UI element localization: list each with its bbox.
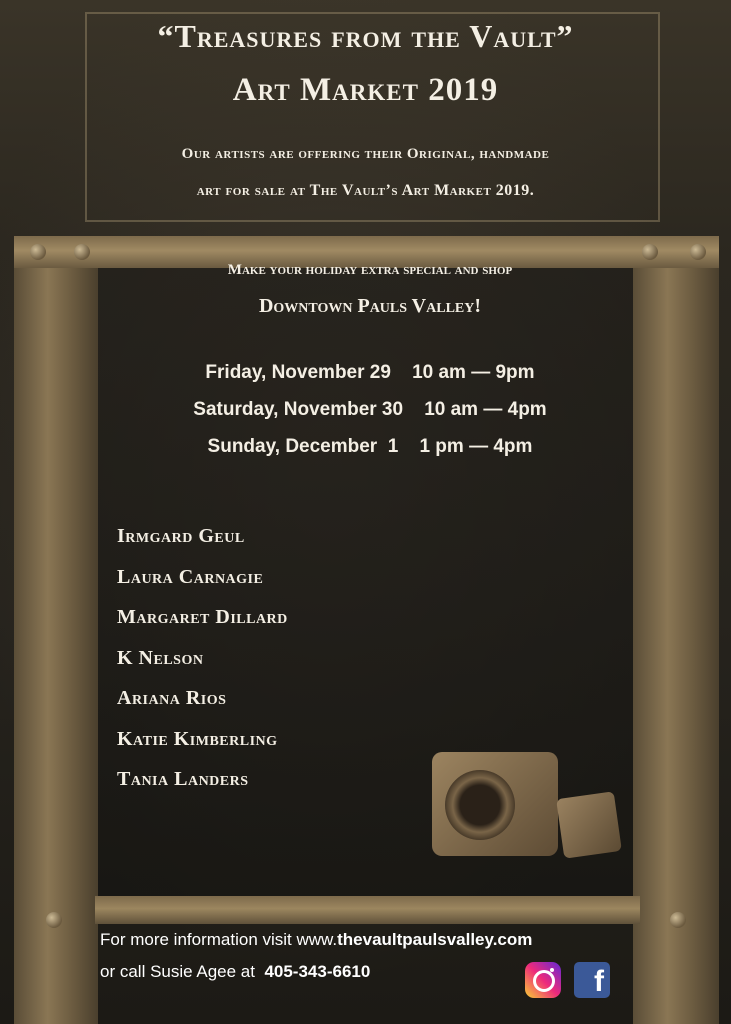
phone-number: 405-343-6610 [264,962,371,981]
rivet [690,244,706,260]
shop-line-1: Make your holiday extra special and shop [227,262,513,278]
facebook-icon[interactable]: f [574,962,610,998]
vault-lock-dial [445,770,515,840]
phone-line: or call Susie Agee at 405-343-6610 [100,962,371,981]
shop-line-2: Downtown Pauls Valley! [258,295,482,317]
artist-name: K Nelson [117,646,204,669]
website-line: For more information visit www.thevaultpaulsvalley.com [100,930,533,949]
artist-name: Ariana Rios [117,687,227,709]
artist-list [117,525,288,809]
vault-lock-handle [556,791,622,858]
artist-name: Laura Carnagie [117,565,264,588]
instagram-icon[interactable] [525,962,561,998]
website-link[interactable]: thevaultpaulsvalley.com [337,930,533,949]
contact-info [100,924,532,988]
artist-name: Katie Kimberling [117,727,278,750]
artist-name: Tania Landers [117,768,249,790]
artist-name: Margaret Dillard [117,606,288,628]
event-schedule [0,354,731,465]
intro-line-1: Our artists are offering their Original, handmade [181,146,550,162]
artist-name: Irmgard Geul [117,525,245,547]
vault-bar-bottom [95,896,640,924]
schedule-row: Saturday, November 30 10 am — 4pm [193,399,547,420]
poster-subtitle: Art Market 2019 [232,72,499,108]
intro-line-2: art for sale at The Vault’s Art Market 2019. [196,182,535,199]
rivet [670,912,686,928]
rivet [74,244,90,260]
schedule-row: Sunday, December 1 1 pm — 4pm [207,436,533,457]
rivet [30,244,46,260]
schedule-row: Friday, November 29 10 am — 9pm [205,362,535,383]
rivet [642,244,658,260]
poster-title: “Treasures from the Vault” [157,18,574,54]
rivet [46,912,62,928]
